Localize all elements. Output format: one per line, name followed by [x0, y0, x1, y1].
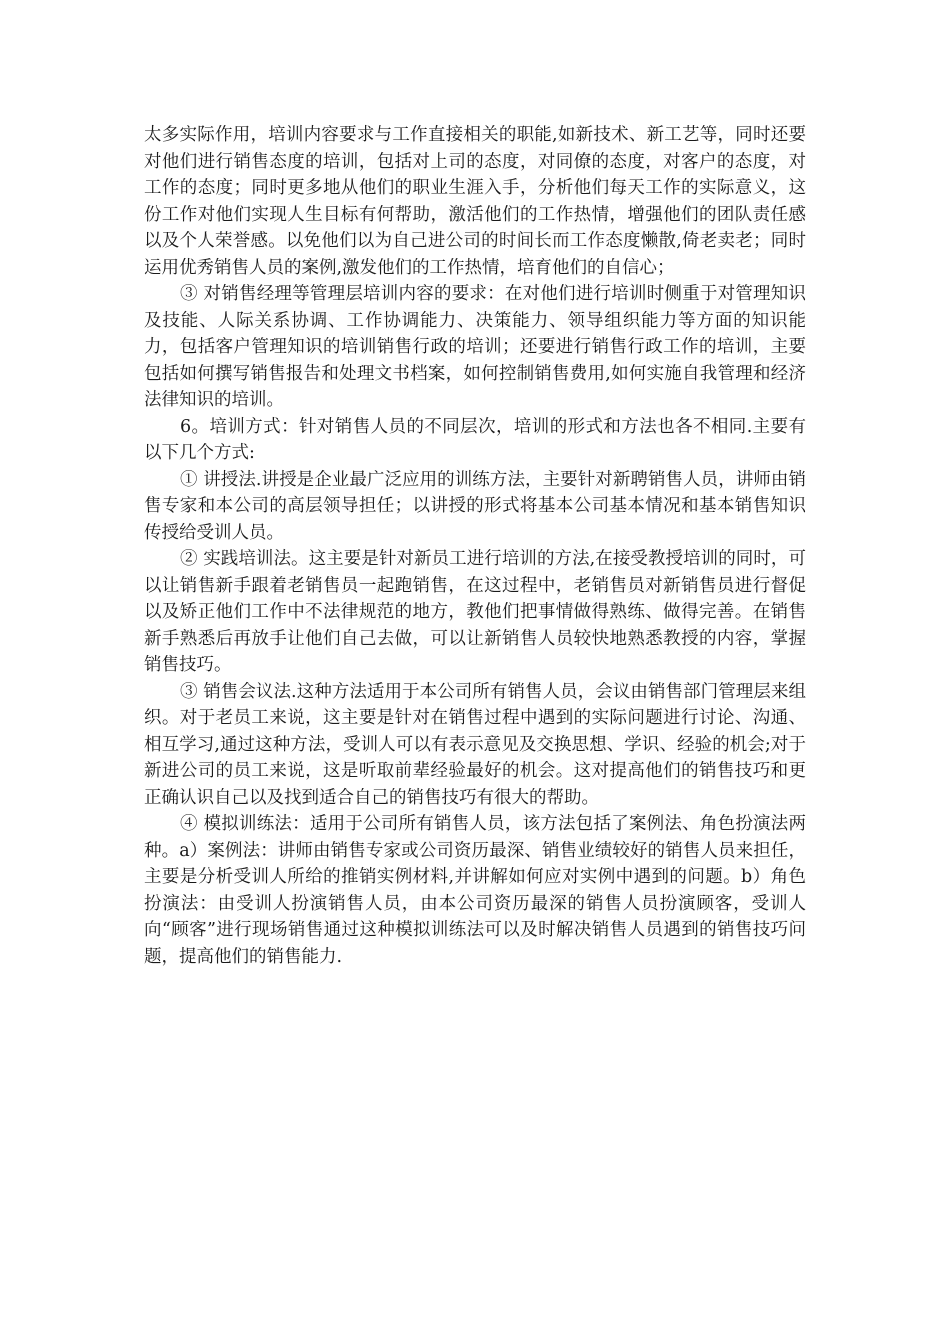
paragraph-management-training: ③ 对销售经理等管理层培训内容的要求：在对他们进行培训时侧重于对管理知识及技能、人际关系协调、工作协调能力、决策能力、领导组织能力等方面的知识能力，包括客户管理知识的培训销售行政的培训；还要进行销售行政工作的培训，主要包括如何撰写销售报告和处理文书档案，如何控制销售费用,如何实施自我管理和经济法律知识的培训。: [144, 284, 806, 410]
paragraph-lecture-method: ① 讲授法.讲授是企业最广泛应用的训练方法，主要针对新聘销售人员，讲师由销售专家和本公司的高层领导担任；以讲授的形式将基本公司基本情况和基本销售知识传授给受训人员。: [144, 469, 806, 543]
paragraph-simulation-method: ④ 模拟训练法：适用于公司所有销售人员，该方法包括了案例法、角色扮演法两种。a）案例法：讲师由销售专家或公司资历最深、销售业绩较好的销售人员来担任，主要是分析受训人所给的推销实例材料,并讲解如何应对实例中遇到的问题。b）角色扮演法：由受训人扮演销售人员，由本公司资历最深的销售人员扮演顾客，受训人向“顾客”进行现场销售通过这种模拟训练法可以及时解决销售人员遇到的销售技巧问题，提高他们的销售能力.: [144, 814, 806, 967]
document-body: [144, 122, 806, 970]
paragraph-continuation: 太多实际作用，培训内容要求与工作直接相关的职能,如新技术、新工艺等，同时还要对他们进行销售态度的培训，包括对上司的态度，对同僚的态度，对客户的态度，对工作的态度；同时更多地从他们的职业生涯入手，分析他们每天工作的实际意义，这份工作对他们实现人生目标有何帮助，激活他们的工作热情，增强他们的团队责任感以及个人荣誉感。以免他们以为自己进公司的时间长而工作态度懒散,倚老卖老；同时运用优秀销售人员的案例,激发他们的工作热情，培育他们的自信心；: [144, 125, 806, 278]
paragraph-meeting-method: ③ 销售会议法.这种方法适用于本公司所有销售人员，会议由销售部门管理层来组织。对于老员工来说，这主要是针对在销售过程中遇到的实际问题进行讨论、沟通、相互学习,通过这种方法，受训人可以有表示意见及交换思想、学识、经验的机会;对于新进公司的员工来说，这是听取前辈经验最好的机会。这对提高他们的销售技巧和更正确认识自己以及找到适合自己的销售技巧有很大的帮助。: [144, 681, 806, 808]
paragraph-practice-method: ② 实践培训法。这主要是针对新员工进行培训的方法,在接受教授培训的同时，可以让销售新手跟着老销售员一起跑销售，在这过程中，老销售员对新销售员进行督促以及矫正他们工作中不法律规范的地方，教他们把事情做得熟练、做得完善。在销售新手熟悉后再放手让他们自己去做，可以让新销售人员较快地熟悉教授的内容，掌握销售技巧。: [144, 549, 806, 675]
paragraph-training-methods: 6。培训方式：针对销售人员的不同层次，培训的形式和方法也各不相同.主要有以下几个方式:: [144, 416, 806, 463]
